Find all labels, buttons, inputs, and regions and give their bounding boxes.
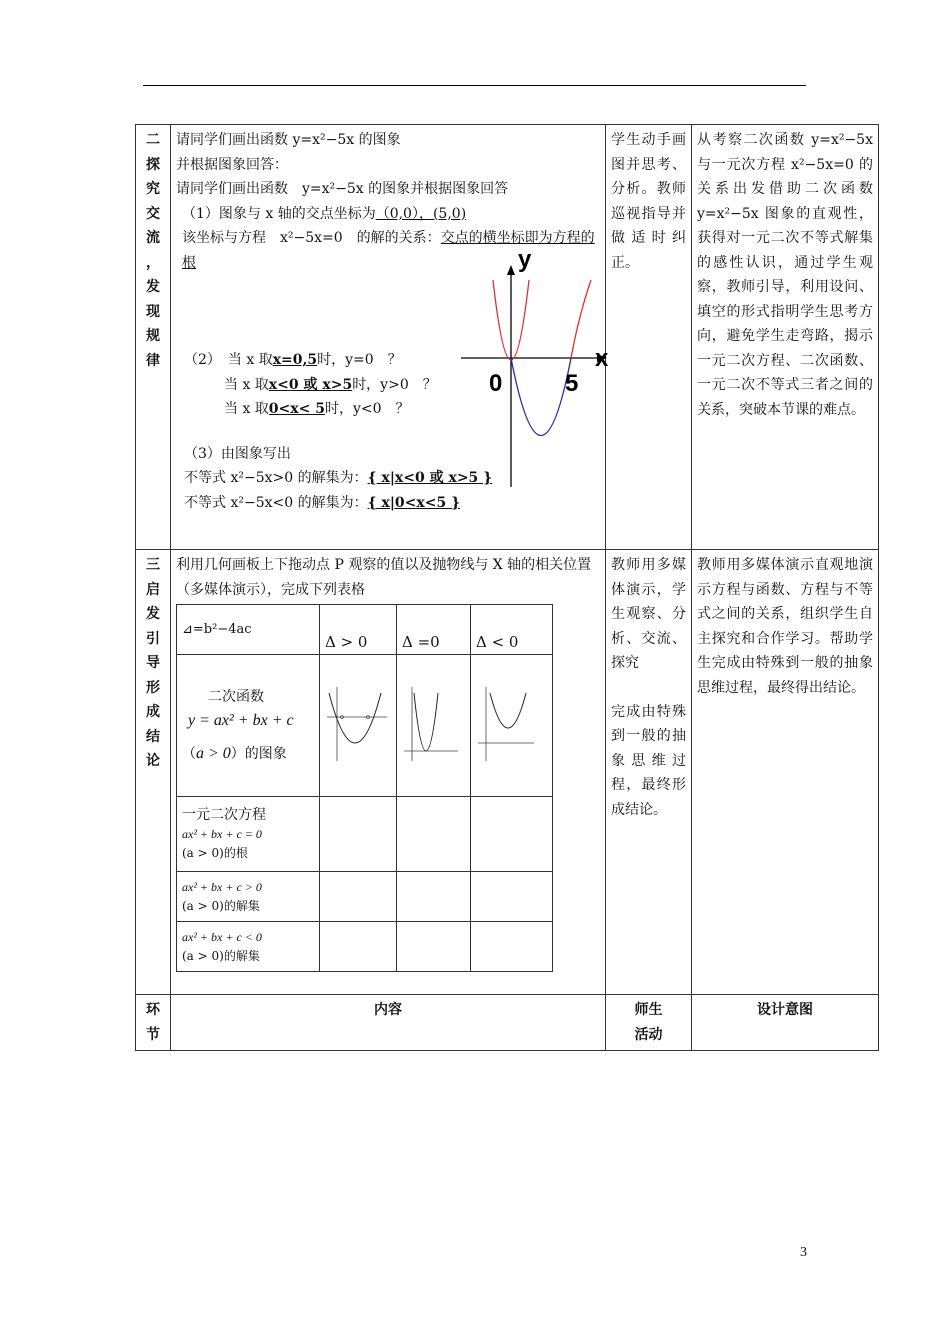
graph-delta-zero bbox=[402, 683, 460, 763]
answer: 0<x< 5 bbox=[268, 401, 325, 417]
stage-3-label: 三启发引导形成结论 bbox=[136, 550, 171, 995]
graph-cell-zero bbox=[397, 655, 471, 797]
section-explore bbox=[136, 125, 879, 550]
col-header: Δ > 0 bbox=[320, 605, 397, 655]
content-cell-3 bbox=[171, 550, 606, 995]
page-number: 3 bbox=[800, 1245, 807, 1260]
answer: （0,0），(5,0) bbox=[375, 205, 467, 222]
root-label: 5 bbox=[565, 370, 579, 397]
content-header: 内容 bbox=[171, 995, 606, 1051]
delta-definition: ⊿=b²−4ac bbox=[177, 605, 320, 655]
answer: { x|0<x<5 } bbox=[367, 494, 461, 511]
parabola-graph bbox=[441, 245, 611, 490]
parabola-vertex-segment bbox=[511, 358, 571, 436]
discriminant-table bbox=[176, 604, 553, 972]
row-inequality-lt: ax² + bx + c < 0 (a > 0)的解集 bbox=[177, 922, 320, 972]
header-rule bbox=[143, 85, 806, 86]
activity-header: 师生活动 bbox=[606, 995, 692, 1051]
intro-text: 利用几何画板上下拖动点 P 观察的值以及抛物线与 X 轴的相关位置（多媒体演示），完成下列表格 bbox=[176, 557, 592, 598]
equation-condition: (a > 0)的根 bbox=[182, 845, 248, 860]
question-2b: 当 x 取x<0 或 x>5时，y>0 ？ bbox=[224, 376, 437, 393]
row-inequality-gt: ax² + bx + c > 0 (a > 0)的解集 bbox=[177, 872, 320, 922]
question-3: （3）由图象写出 bbox=[184, 445, 291, 462]
answer: { x|x<0 或 x>5 } bbox=[367, 470, 493, 486]
y-axis-arrow bbox=[507, 265, 515, 275]
intent-cell-2: 从考察二次函数 y=x²−5x 与一元次方程 x²−5x=0 的关系出发借助二次函数 y=x²−5x 图象的直观性，获得对一元二次不等式解集的感性认识，通过学生观察，教师引导，利用设问、填空的形式指明学生思考方向，避免学生走弯路，揭示一元二次方程、二次函数、一元二次不等式三者之间的关系，突破本节课的难点。 bbox=[692, 125, 879, 550]
header-row bbox=[136, 995, 879, 1051]
function-formula: y = ax² + bx + c bbox=[188, 711, 294, 729]
answer: 交点的横坐标即为方程的根 bbox=[182, 230, 595, 271]
graph-cell-positive bbox=[320, 655, 397, 797]
content-line: 请同学们画出函数 y=x²−5x 的图象并根据图象回答 bbox=[176, 181, 509, 197]
question-1: （1）图象与 x 轴的交点坐标为（0,0），(5,0) bbox=[182, 205, 467, 222]
col-header: Δ =0 bbox=[397, 605, 471, 655]
lesson-table bbox=[135, 124, 879, 1051]
col-header: Δ < 0 bbox=[471, 605, 553, 655]
row-function: 二次函数 y = ax² + bx + c （a > 0）的图象 bbox=[177, 655, 320, 797]
equation: ax² + bx + c = 0 bbox=[182, 826, 262, 841]
content-line: 请同学们画出函数 y=x²−5x 的图象 bbox=[176, 132, 401, 148]
x-label: x bbox=[595, 345, 609, 372]
graph-delta-positive bbox=[325, 683, 389, 763]
activity-cell-3: 教师用多媒体演示，学生观察、分析、交流、探究 完成由特殊到一般的抽象思维过程，最终形成结论。 bbox=[606, 550, 692, 995]
inequality-1: 不等式 x²−5x>0 的解集为：{ x|x<0 或 x>5 } bbox=[184, 470, 493, 486]
y-label: y bbox=[518, 246, 532, 273]
question-2a: （2） 当 x 取x=0,5时，y=0 ？ bbox=[184, 352, 402, 368]
question-2c: 当 x 取0<x< 5时，y<0 ？ bbox=[224, 401, 410, 417]
section-conclude bbox=[136, 550, 879, 995]
intent-header: 设计意图 bbox=[692, 995, 879, 1051]
answer: x<0 或 x>5 bbox=[268, 376, 353, 393]
row-equation: 一元二次方程 ax² + bx + c = 0 (a > 0)的根 bbox=[177, 797, 320, 872]
answer: x=0,5 bbox=[272, 352, 318, 368]
origin-label: 0 bbox=[489, 370, 503, 397]
graph-cell-negative bbox=[471, 655, 553, 797]
intent-cell-3: 教师用多媒体演示直观地演示方程与函数、方程与不等式之间的关系，组织学生自主探究和合作学习。帮助学生完成由特殊到一般的抽象思维过程，最终得出结论。 bbox=[692, 550, 879, 995]
content-cell-2 bbox=[171, 125, 609, 550]
content-line: 并根据图象回答： bbox=[176, 156, 288, 173]
relation-line: 该坐标与方程 x²−5x=0 的解的关系：交点的横坐标即为方程的根 bbox=[182, 230, 595, 271]
activity-cell-2: 学生动手画图并思考、分析。教师巡视指导并做适时纠正。 bbox=[606, 125, 692, 550]
stage-header: 环节 bbox=[136, 995, 171, 1051]
graph-delta-negative bbox=[476, 683, 536, 763]
parabola-right-branch bbox=[571, 280, 591, 358]
a-condition: a > 0 bbox=[196, 744, 231, 762]
stage-2-label: 二探究交流，发现规律 bbox=[136, 125, 171, 550]
inequality-2: 不等式 x²−5x<0 的解集为：{ x|0<x<5 } bbox=[184, 494, 461, 511]
